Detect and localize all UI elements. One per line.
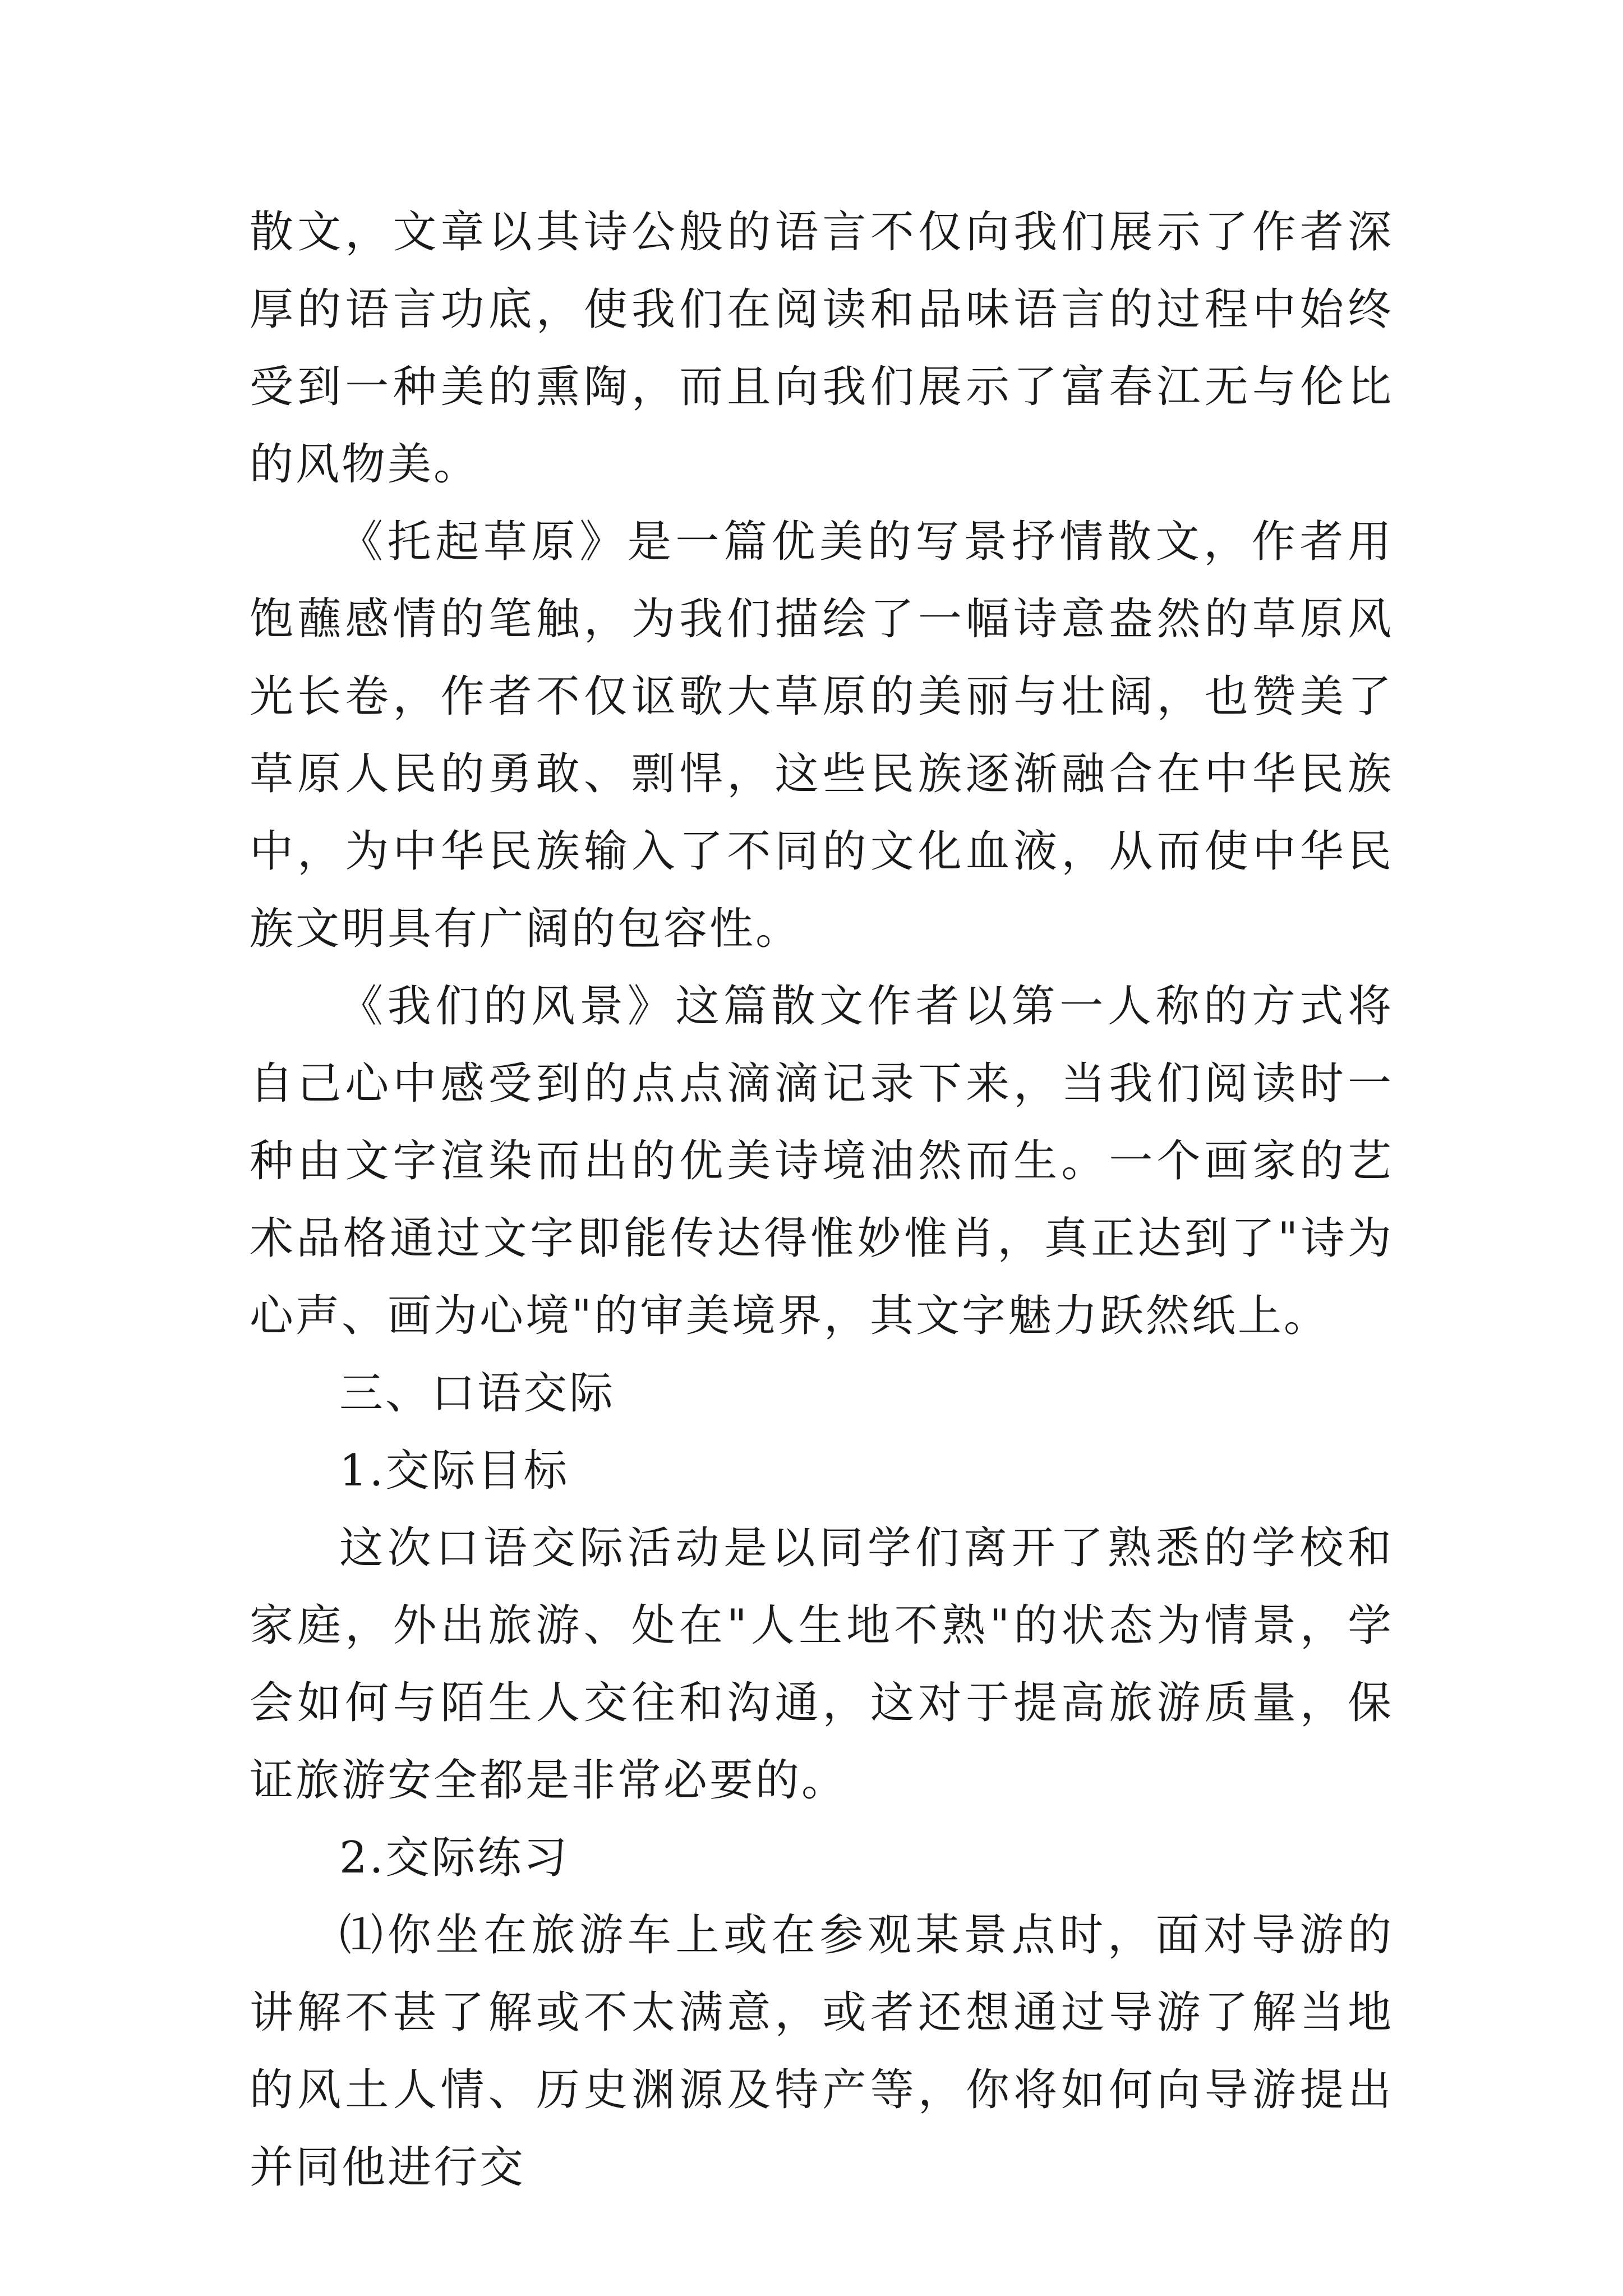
paragraph-practice-item-1: ⑴你坐在旅游车上或在参观某景点时，面对导游的讲解不甚了解或不太满意，或者还想通过导游了解当地的风土人情、历史渊源及特产等，你将如何向导游提出并同他进行交 bbox=[250, 1910, 1394, 2193]
paragraph-tuoqi-caoyuan: 《托起草原》是一篇优美的写景抒情散文，作者用饱蘸感情的笔触，为我们描绘了一幅诗意盎然的草原风光长卷，作者不仅讴歌大草原的美丽与壮阔，也赞美了草原人民的勇敢、剽悍，这些民族逐渐融合在中华民族中，为中华民族输入了不同的文化血液，从而使中华民族文明具有广阔的包容性。 bbox=[250, 517, 1394, 954]
document-body bbox=[250, 194, 1394, 2206]
subheading-communication-practice: 2.交际练习 bbox=[339, 1833, 570, 1883]
paragraph-prose-fuchun: 散文，文章以其诗公般的语言不仅向我们展示了作者深厚的语言功底，使我们在阅读和品味语言的过程中始终受到一种美的熏陶，而且向我们展示了富春江无与伦比的风物美。 bbox=[250, 207, 1394, 490]
paragraph-women-de-fengjing: 《我们的风景》这篇散文作者以第一人称的方式将自己心中感受到的点点滴滴记录下来，当我们阅读时一种由文字渲染而出的优美诗境油然而生。一个画家的艺术品格通过文字即能传达得惟妙惟肖，真正达到了"诗为心声、画为心境"的审美境界，其文字魅力跃然纸上。 bbox=[250, 981, 1394, 1341]
paragraph-communication-goals: 这次口语交际活动是以同学们离开了熟悉的学校和家庭，外出旅游、处在"人生地不熟"的状态为情景，学会如何与陌生人交往和沟通，这对于提高旅游质量，保证旅游安全都是非常必要的。 bbox=[250, 1523, 1394, 1806]
subheading-communication-goals: 1.交际目标 bbox=[339, 1446, 570, 1496]
section-heading-oral-communication: 三、口语交际 bbox=[339, 1368, 616, 1419]
